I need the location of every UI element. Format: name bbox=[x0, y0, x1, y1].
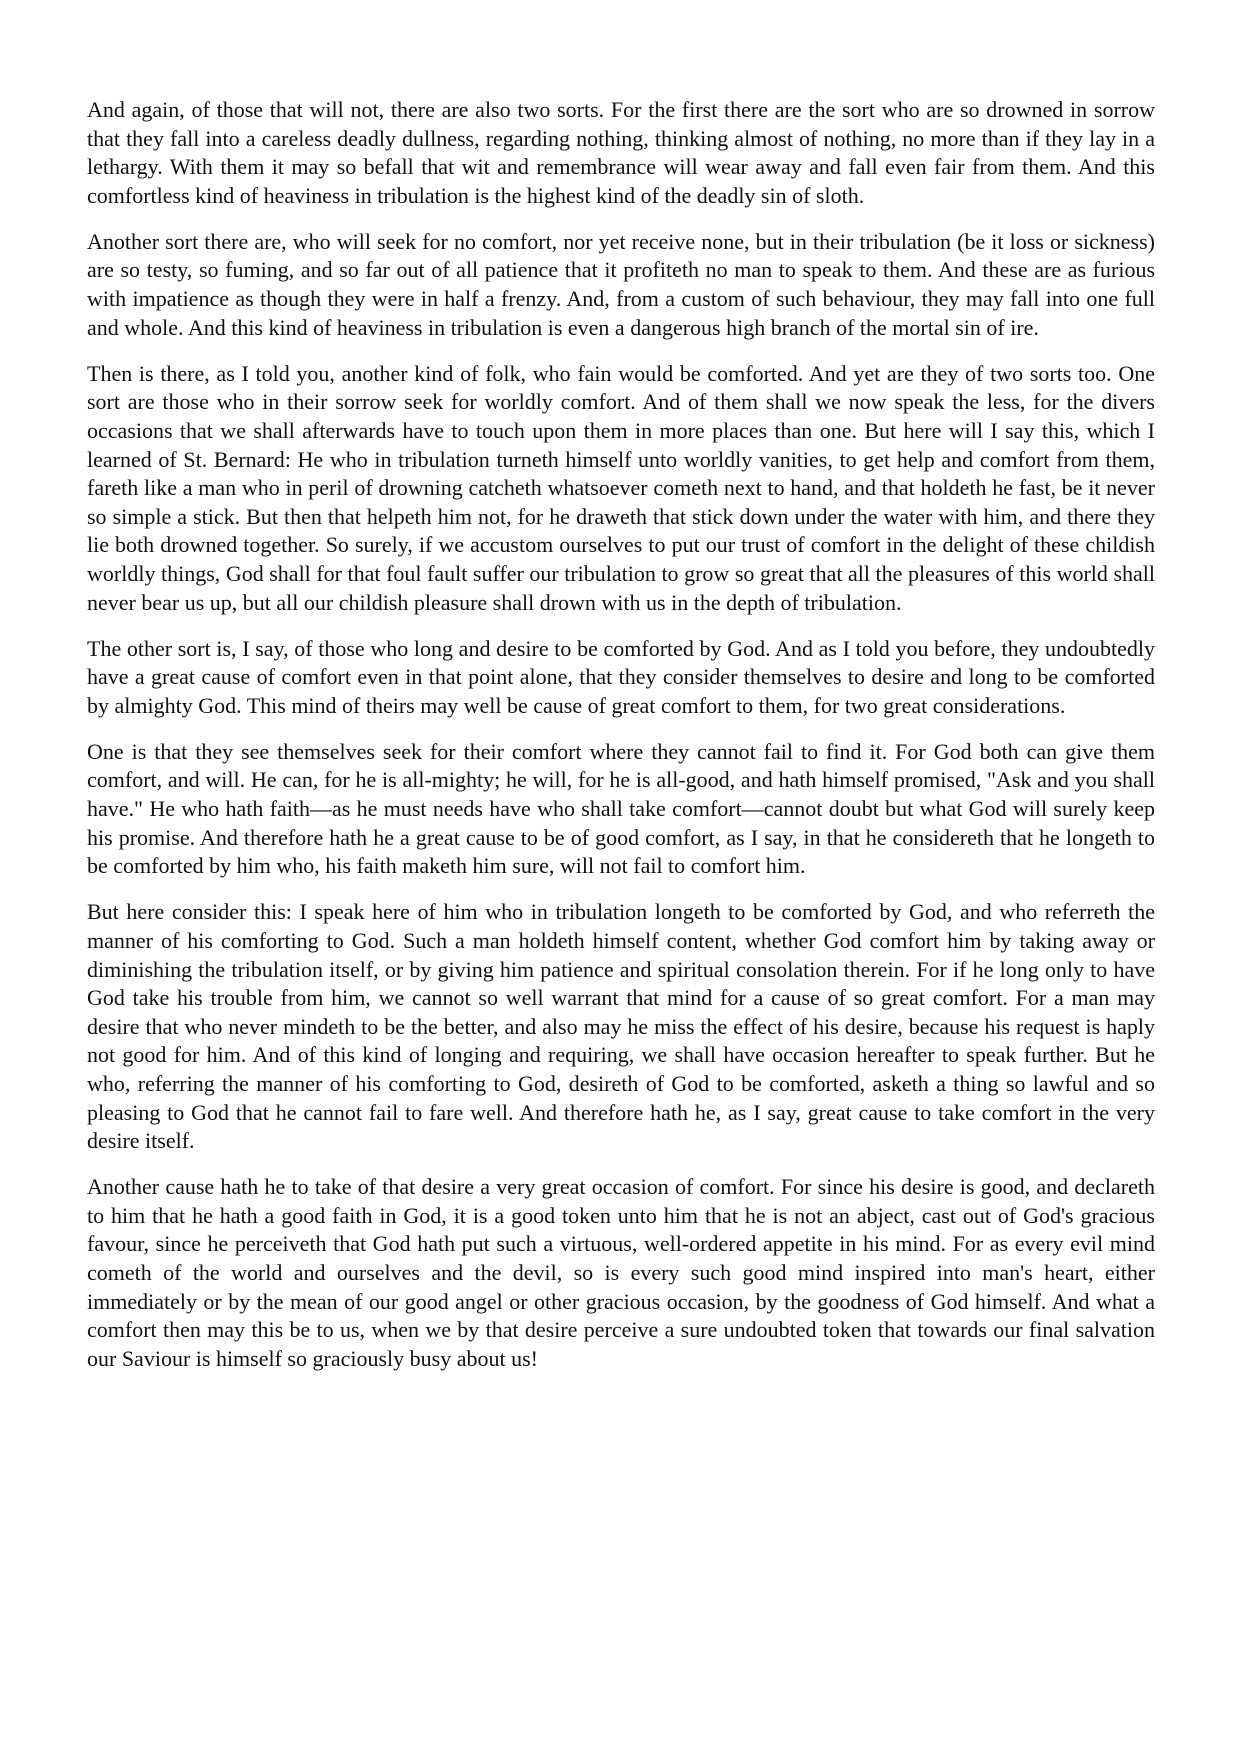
paragraph-3: Then is there, as I told you, another kind of folk, who fain would be comforted. And yet are they of two sorts too. One sort are those who in their sorrow seek for worldly comfort. And of them shall we now speak the less, for the divers occasions that we shall afterwards have to touch upon them in more places than one. But here will I say this, which I learned of St. Bernard: He who in tribulation turneth himself unto worldly vanities, to get help and comfort from them, fareth like a man who in peril of drowning catcheth whatsoever cometh next to hand, and that holdeth he fast, be it never so simple a stick. But then that helpeth him not, for he draweth that stick down under the water with him, and there they lie both drowned together. So surely, if we accustom ourselves to put our trust of comfort in the delight of these childish worldly things, God shall for that foul fault suffer our tribulation to grow so great that all the pleasures of this world shall never bear us up, but all our childish pleasure shall drown with us in the depth of tribulation. bbox=[87, 360, 1155, 615]
document-page bbox=[87, 96, 1155, 1391]
paragraph-4: The other sort is, I say, of those who long and desire to be comforted by God. And as I told you before, they undoubtedly have a great cause of comfort even in that point alone, that they consider themselves to desire and long to be comforted by almighty God. This mind of theirs may well be cause of great comfort to them, for two great considerations. bbox=[87, 635, 1155, 718]
paragraph-5: One is that they see themselves seek for their comfort where they cannot fail to find it. For God both can give them comfort, and will. He can, for he is all-mighty; he will, for he is all-good, and hath himself promised, "Ask and you shall have." He who hath faith—as he must needs have who shall take comfort—cannot doubt but what God will surely keep his promise. And therefore hath he a great cause to be of good comfort, as I say, in that he considereth that he longeth to be comforted by him who, his faith maketh him sure, will not fail to comfort him. bbox=[87, 738, 1155, 879]
paragraph-6: But here consider this: I speak here of him who in tribulation longeth to be comforted by God, and who referreth the manner of his comforting to God. Such a man holdeth himself content, whether God comfort him by taking away or diminishing the tribulation itself, or by giving him patience and spiritual consolation therein. For if he long only to have God take his trouble from him, we cannot so well warrant that mind for a cause of so great comfort. For a man may desire that who never mindeth to be the better, and also may he miss the effect of his desire, because his request is haply not good for him. And of this kind of longing and requiring, we shall have occasion hereafter to speak further. But he who, referring the manner of his comforting to God, desireth of God to be comforted, asketh a thing so lawful and so pleasing to God that he cannot fail to fare well. And therefore hath he, as I say, great cause to take comfort in the very desire itself. bbox=[87, 899, 1155, 1154]
paragraph-7: Another cause hath he to take of that desire a very great occasion of comfort. For since his desire is good, and declareth to him that he hath a good faith in God, it is a good token unto him that he is not an abject, cast out of God's gracious favour, since he perceiveth that God hath put such a virtuous, well-ordered appetite in his mind. For as every evil mind cometh of the world and ourselves and the devil, so is every such good mind inspired into man's heart, either immediately or by the mean of our good angel or other gracious occasion, by the goodness of God himself. And what a comfort then may this be to us, when we by that desire perceive a sure undoubted token that towards our final salvation our Saviour is himself so graciously busy about us! bbox=[87, 1174, 1155, 1371]
paragraph-1: And again, of those that will not, there are also two sorts. For the first there are the sort who are so drowned in sorrow that they fall into a careless deadly dullness, regarding nothing, thinking almost of nothing, no more than if they lay in a lethargy. With them it may so befall that wit and remembrance will wear away and fall even fair from them. And this comfortless kind of heaviness in tribulation is the highest kind of the deadly sin of sloth. bbox=[87, 97, 1155, 208]
paragraph-2: Another sort there are, who will seek for no comfort, nor yet receive none, but in their tribulation (be it loss or sickness) are so testy, so fuming, and so far out of all patience that it profiteth no man to speak to them. And these are as furious with impatience as though they were in half a frenzy. And, from a custom of such behaviour, they may fall into one full and whole. And this kind of heaviness in tribulation is even a dangerous high branch of the mortal sin of ire. bbox=[87, 228, 1155, 340]
